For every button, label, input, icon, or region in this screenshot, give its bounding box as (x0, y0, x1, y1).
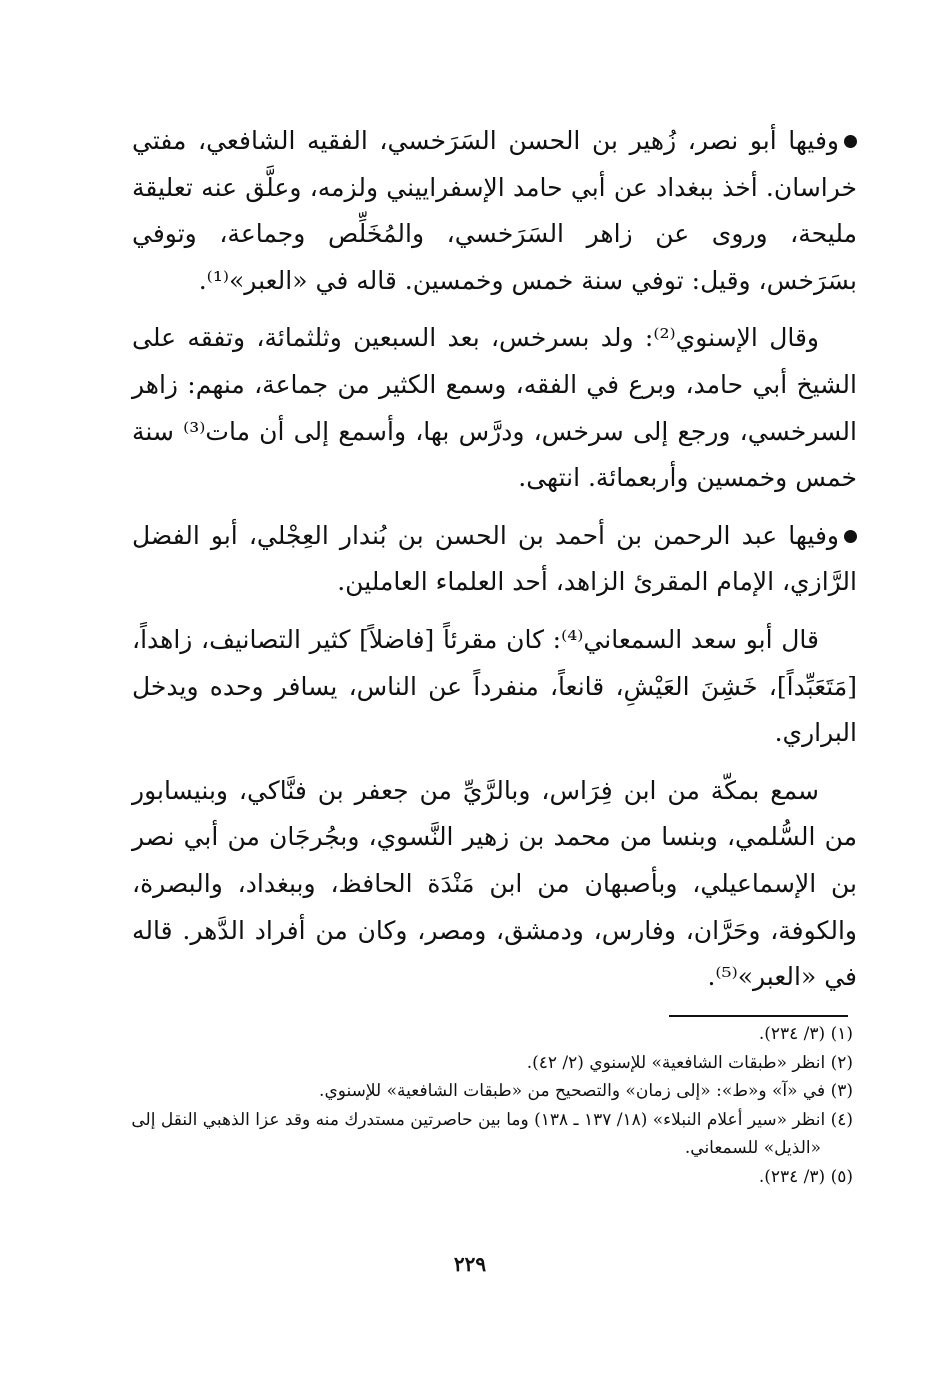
footnote-2: (٢) انظر «طبقات الشافعية» للإسنوي (٢/ ٤٢). (526, 1052, 853, 1073)
paragraph-text: وفيها عبد الرحمن بن أحمد بن الحسن بن بُندار العِجْلي، أبو الفضل الرَّازي، الإمام المقرئ الزاهد، أحد العلماء العاملين. (132, 520, 857, 597)
entry-paragraph-abdulrahman (132, 513, 857, 606)
paragraph-text: وقال الإسنوي⁽²⁾: ولد بسرخس، بعد السبعين وثلثمائة، وتفقه على الشيخ أبي حامد، وبرع في الفقه، وسمع الكثير من جماعة، منهم: زاهر السرخسي، ورجع إلى سرخس، ودرَّس بها، وأسمع إلى أن مات⁽³⁾ سنة خمس وخمسين وأربعمائة. انتهى. (132, 323, 857, 493)
page-number: ٢٢٩ (453, 1252, 487, 1276)
samani-paragraph (132, 617, 857, 757)
footnote-4: (٤) انظر «سير أعلام النبلاء» (١٨/ ١٣٧ ـ ١٣٨) وما بين حاصرتين مستدرك منه وقد عزا الذهبي النقل إلى «الذيل» للسمعاني. (131, 1109, 853, 1159)
entry-paragraph-zuhair (132, 118, 857, 304)
footnote-1: (١) (٣/ ٢٣٤). (758, 1024, 853, 1044)
main-text-block (132, 118, 857, 1012)
bullet-icon (844, 530, 857, 543)
footnote-divider (669, 1015, 848, 1017)
paragraph-text: قال أبو سعد السمعاني⁽⁴⁾: كان مقرئاً [فاضلاً] كثير التصانيف، زاهداً، [مَتَعَبِّداً]، خَشِنَ العَيْشِ، قانعاً، منفرداً عن الناس، يسافر وحده ويدخل البراري. (132, 624, 857, 748)
hearing-paragraph (132, 768, 857, 1001)
footnote-3: (٣) في «آ» و«ط»: «إلى زمان» والتصحيح من «طبقات الشافعية» للإسنوي. (319, 1081, 853, 1102)
bullet-icon (844, 135, 857, 148)
footnotes-section (130, 1020, 853, 1192)
isnawi-paragraph (132, 315, 857, 501)
footnote-5: (٥) (٣/ ٢٣٤). (758, 1166, 853, 1187)
paragraph-text: سمع بمكّة من ابن فِرَاس، وبالرَّيِّ من جعفر بن فنَّاكي، وبنيسابور من السُّلمي، وبنسا من محمد بن زهير النَّسوي، وبجُرجَان من أبي نصر بن الإسماعيلي، وبأصبهان من ابن مَنْدَة الحافظ، وببغداد، والبصرة، والكوفة، وحَرَّان، وفارس، ودمشق، ومصر، وكان من أفراد الدَّهر. قاله في «العبر»⁽⁵⁾. (132, 775, 857, 992)
paragraph-text: وفيها أبو نصر، زُهير بن الحسن السَرَخسي، الفقيه الشافعي، مفتي خراسان. أخذ ببغداد عن أبي حامد الإسفراييني ولزمه، وعلَّق عنه تعليقة مليحة، وروى عن زاهر السَرَخسي، والمُخَلِّص وجماعة، وتوفي بسَرَخس، وقيل: توفي سنة خمس وخمسين. قاله في «العبر»⁽¹⁾. (132, 126, 857, 295)
